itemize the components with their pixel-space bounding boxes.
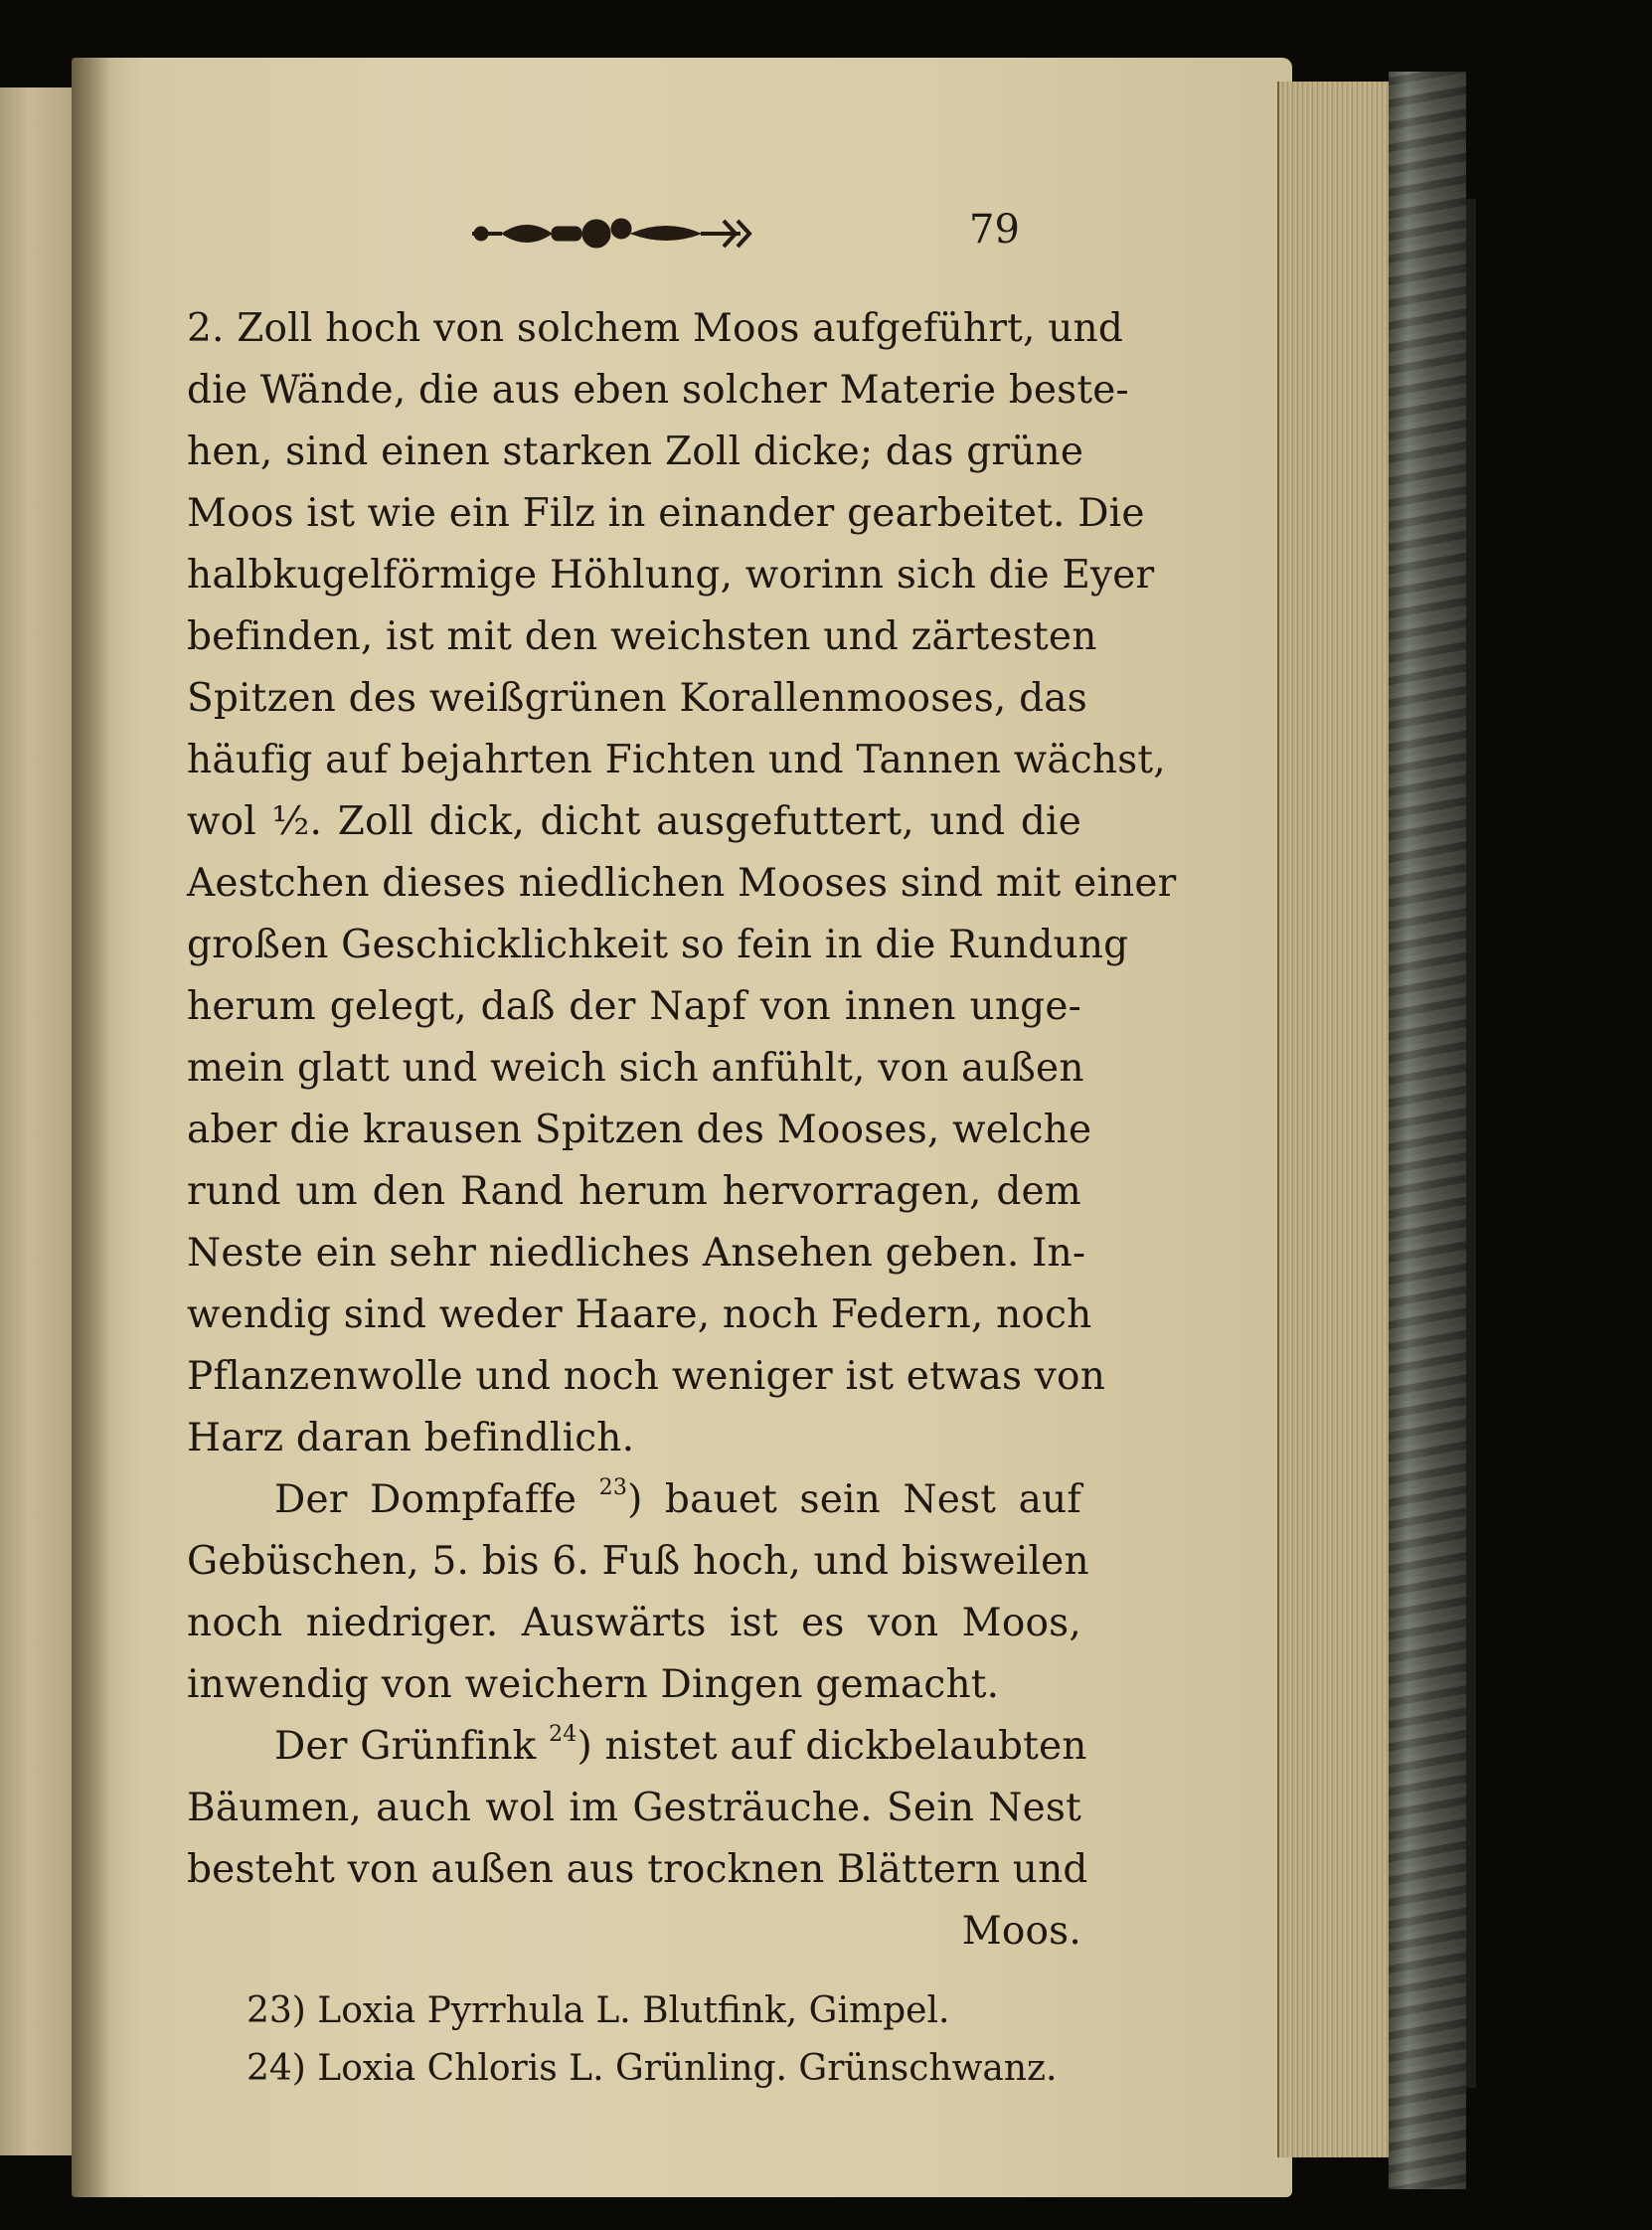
page-text-block [187, 298, 1177, 2098]
text-line: Spitzen des weißgrünen Korallenmooses, das [187, 676, 1087, 721]
text-line: wol ½. Zoll dick, dicht ausgefuttert, und die [187, 799, 1081, 844]
text-span: ) nistet auf dickbelaubten [577, 1724, 1087, 1769]
cover-edge [1466, 199, 1476, 2088]
text-span: ) bauet sein Nest auf [627, 1477, 1081, 1522]
text-line: Bäumen, auch wol im Gesträuche. Sein Nest [187, 1786, 1081, 1830]
paragraph-gruenfink-first-line [187, 1716, 1087, 1778]
text-line: Harz daran befindlich. [187, 1416, 635, 1460]
text-line: rund um den Rand herum hervorragen, dem [187, 1169, 1081, 1214]
text-line: inwendig von weichern Dingen gemacht. [187, 1662, 1000, 1707]
text-line: Moos ist wie ein Filz in einander gearbeitet. Die [187, 491, 1145, 536]
text-line: mein glatt und weich sich anfühlt, von außen [187, 1046, 1084, 1091]
text-line: aber die krausen Spitzen des Mooses, welche [187, 1108, 1092, 1152]
text-line: besteht von außen aus trocknen Blättern und [187, 1847, 1088, 1892]
footnote: 24) Loxia Chloris L. Grünling. Grünschwanz. [247, 2048, 1058, 2089]
page-number: 79 [969, 207, 1020, 253]
text-line: herum gelegt, daß der Napf von innen unge- [187, 984, 1081, 1029]
typographic-ornament-icon [467, 209, 755, 258]
text-line: wendig sind weder Haare, noch Federn, noch [187, 1292, 1092, 1337]
text-line: die Wände, die aus eben solcher Materie beste- [187, 368, 1129, 413]
text-line: befinden, ist mit den weichsten und zärtesten [187, 614, 1097, 659]
marbled-cover-board [1389, 72, 1466, 2189]
text-line: halbkugelförmige Höhlung, worinn sich die Eyer [187, 553, 1155, 598]
text-line: häufig auf bejahrten Fichten und Tannen wächst, [187, 738, 1166, 782]
text-line: großen Geschicklichkeit so fein in die Rundung [187, 923, 1129, 967]
text-line: hen, sind einen starken Zoll dicke; das grüne [187, 429, 1084, 474]
species-name: Der Grünfink [274, 1724, 537, 1769]
species-name: Der Dompfaffe [274, 1477, 578, 1522]
text-line: Gebüschen, 5. bis 6. Fuß hoch, und bisweilen [187, 1539, 1089, 1584]
footnote-ref: 24 [549, 1722, 578, 1747]
text-line: Aestchen dieses niedlichen Mooses sind mit einer [187, 861, 1177, 906]
footnote-ref: 23 [598, 1475, 628, 1500]
text-line: Neste ein sehr niedliches Ansehen geben. In- [187, 1231, 1086, 1276]
gutter-shadow [72, 58, 111, 2197]
text-line: Moos. [961, 1909, 1081, 1954]
text-line: Pflanzenwolle und noch weniger ist etwas von [187, 1354, 1106, 1399]
left-page-edge [0, 87, 76, 2155]
text-line: 2. Zoll hoch von solchem Moos aufgeführt, und [187, 306, 1124, 351]
footnote: 23) Loxia Pyrrhula L. Blutfink, Gimpel. [247, 1990, 950, 2031]
text-line: noch niedriger. Auswärts ist es von Moos, [187, 1601, 1081, 1645]
page-fore-edge [1277, 82, 1391, 2157]
paragraph-dompfaffe-first-line [187, 1469, 1081, 1531]
